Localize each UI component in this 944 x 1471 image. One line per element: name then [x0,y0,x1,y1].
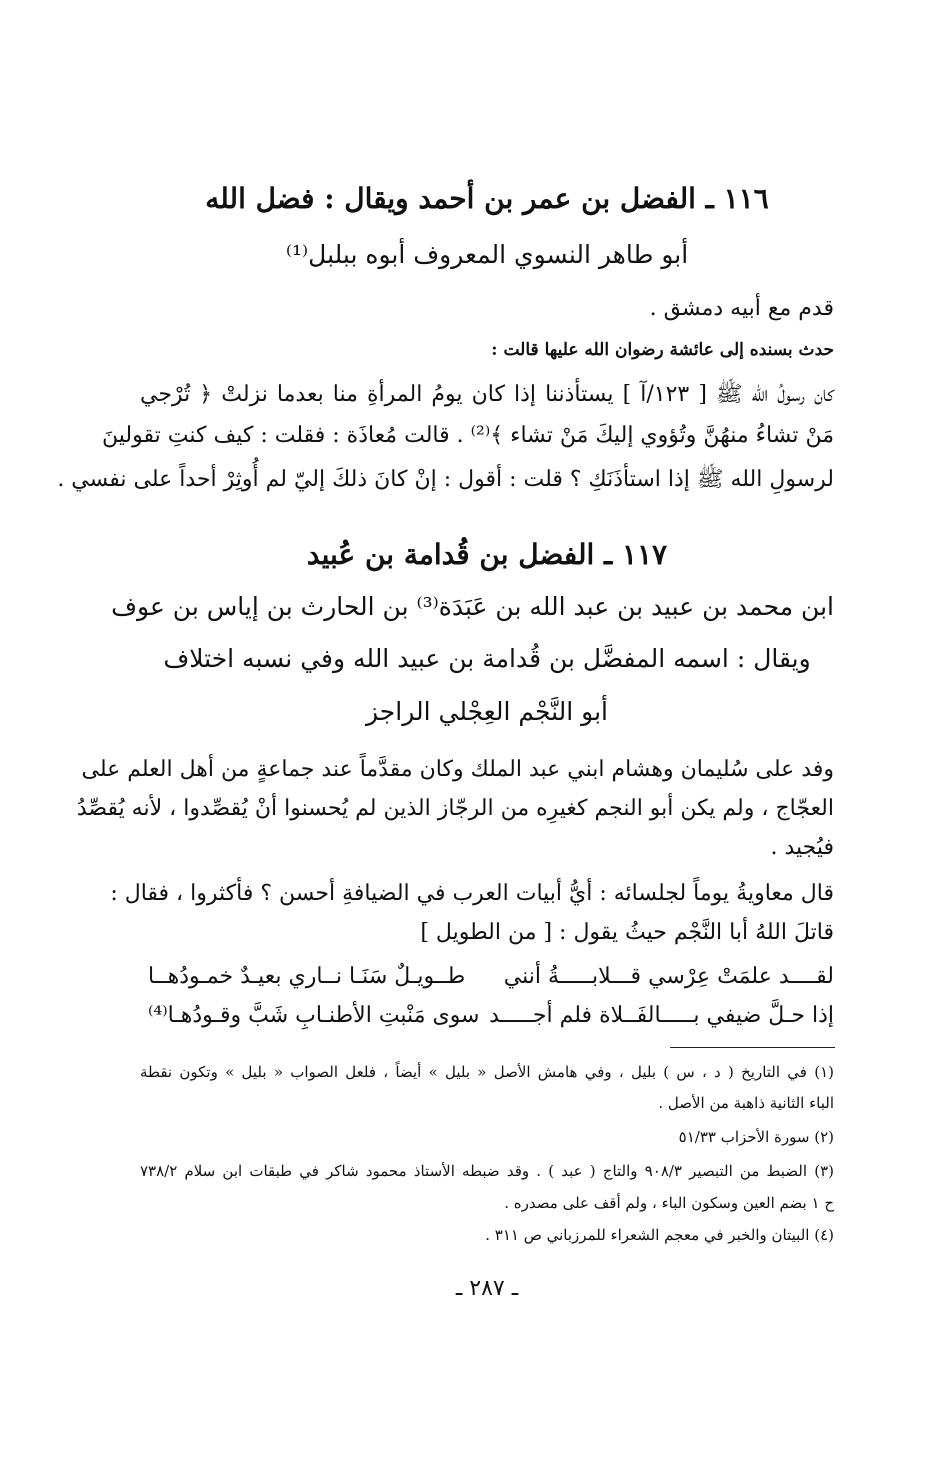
entry-116-text-line: كان رسولُ الله ﷺ [ ١٢٣/آ ] يستأذننا إذا كان يومُ المرأةِ منا بعدما نزلتْ ﴿ تُرْجي [140,382,834,407]
footnote-line: (٤) البيتان والخبر في معجم الشعراء للمرزباني ص ٣١١ . [485,1226,834,1244]
entry-116-text-line: لرسولِ الله ﷺ إذا استأذَنَكِ ؟ قلت : أقول : إنْ كانَ ذلكَ إليّ لم أُوثِرْ أحداً على نفسي . [57,467,834,492]
footnote-line: ح ١ بضم العين وسكون الباء ، ولم أقف على مصدره . [504,1194,834,1212]
entry-117-text2-line: قاتلَ اللهُ أبا النَّجْم حيثُ يقول : [ من الطويل ] [420,920,834,945]
entry-116-text-line: مَنْ تشاءُ منهُنَّ وتُؤوي إليكَ مَنْ تشاء ﴾⁽²⁾ . قالت مُعاذَة : فقلت : كيف كنتِ تقولينَ [102,423,834,448]
footnote-line: الباء الثانية ذاهبة من الأصل . [658,1094,834,1112]
entry-116-line: قدم مع أبيه دمشق . [649,296,834,321]
entry-117-text-line: فيُجيد . [770,835,834,860]
verse-hemistich-first: إذا حـلَّ ضيفي بـــــالفَــلاة فلم أجـــــد [489,1003,834,1028]
entry-117-lineage-line: ابن محمد بن عبيد بن عبد الله بن عَبَدَة⁽³⁾ بن الحارث بن إياس بن عوف [111,592,834,621]
footnote-line: (٢) سورة الأحزاب ٥١/٣٣ [678,1128,834,1146]
verse-hemistich-second: طــويـلٌ سَنَـا نــاري بعيـدٌ خمـودُهــا [148,964,466,989]
entry-117-lineage-line: ويقال : اسمه المفضَّل بن قُدامة بن عبيد الله وفي نسبه اختلاف [163,644,811,673]
footnote-line: (١) في التاريخ ( د ، س ) بليل ، وفي هامش الأصل « بليل » أيضاً ، فلعل الصواب « بليل » وتكون نقطة [140,1063,834,1081]
entry-116-subtitle: أبو طاهر النسوي المعروف أبوه ببلبل⁽¹⁾ [285,240,689,269]
entry-117-lineage-line: أبو النَّجْم العِجْلي الراجز [366,697,608,726]
entry-117-title: ١١٧ ـ الفضل بن قُدامة بن عُبيد [306,538,668,571]
verse-hemistich-first: لقــــد علمَتْ عِرْسي قـــلابـــــةُ أنني [503,964,834,989]
footnote-line: (٣) الضبط من التبصير ٩٠٨/٣ والتاج ( عبد ) . وقد ضبطه الأستاذ محمود شاكر في طبقات ابن سلام ٧٣٨/٢ [140,1162,834,1180]
verse-hemistich-second: سوى مَنْبتِ الأطنـابِ شَبَّ وقـودُهـا⁽⁴⁾ [148,1003,480,1028]
page-number: ـ ٢٨٧ ـ [455,1276,519,1301]
entry-116-chain: حدث بسنده إلى عائشة رضوان الله عليها قالت : [491,340,834,360]
entry-117-text2-line: قال معاويةُ يوماً لجلسائه : أيُّ أبيات العرب في الضيافةِ أحسن ؟ فأكثروا ، فقال : [110,881,834,906]
entry-116-title: ١١٦ ـ الفضل بن عمر بن أحمد ويقال : فضل الله [205,182,769,215]
entry-117-text-line: وفد على سُليمان وهشام ابني عبد الملك وكان مقدَّماً عند جماعةٍ من أهل العلم على [81,757,834,782]
footnote-divider [670,1047,835,1048]
entry-117-text-line: العجّاج ، ولم يكن أبو النجم كغيرِه من الرجّاز الذين لم يُحسنوا أنْ يُقصِّدوا ، لأنه يُقصِّدُ [76,796,834,821]
